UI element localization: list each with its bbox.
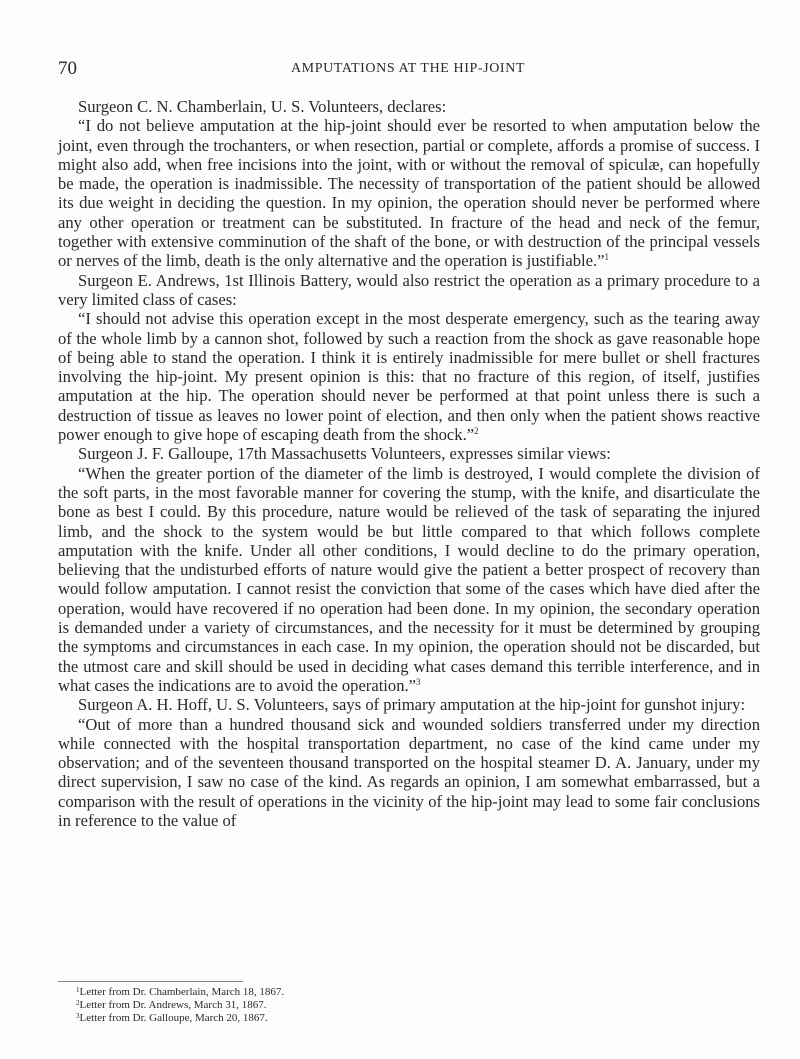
footnote [76,999,284,1012]
running-head: AMPUTATIONS AT THE HIP-JOINT [290,61,526,76]
paragraph [58,97,760,116]
page-header [58,58,758,80]
paragraph [58,309,760,444]
footnote-divider [58,981,243,982]
paragraph-text: Surgeon A. H. Hoff, U. S. Volunteers, says of primary amputation at the hip-joint for gunshot injury: [78,695,746,715]
paragraph-text: Surgeon E. Andrews, 1st Illinois Battery, would also restrict the operation as a primary procedure to a very limited class of cases: [58,270,760,309]
paragraph [58,695,760,714]
paragraph [58,271,760,310]
paragraph-text: “Out of more than a hundred thousand sick and wounded soldiers transferred under my direction while connected with the hospital transportation department, no case of the kind came under my observation; and of the seventeen thousand transported on the hospital steamer D. A. January, under my direct supervision, I saw no case of the kind. As regards an opinion, I am somewhat embarrassed, but a comparison with the result of operations in the vicinity of the hip-joint may lead to some fair conclusions in reference to the value of [58,714,760,830]
footnote-text: Letter from Dr. Andrews, March 31, 1867. [79,999,267,1011]
paragraph [58,116,760,270]
footnote-text: Letter from Dr. Chamberlain, March 18, 1867. [79,986,285,998]
paragraph-text: “When the greater portion of the diameter of the limb is destroyed, I would complete the division of the soft parts, in the most favorable manner for covering the stump, with the knife, and disarticulate the bone as best I could. By this procedure, nature would be relieved of the task of separating the injured limb, and the shock to the system would be but little compared to that which follows complete amputation with the knife. Under all other conditions, I would decline to do the primary operation, believing that the undisturbed efforts of nature would give the patient a better prospect of recovery than would follow amputation. I cannot resist the conviction that some of the cases which have died after the operation, would have recovered if no operation had been done. In my opinion, the secondary operation is demanded under a variety of circumstances, and the necessity for it must be determined by grouping the symptoms and circumstances in each case. In my opinion, the operation should not be discarded, but the utmost care and skill should be used in deciding what cases demand this terrible interference, and in what cases the indications are to avoid the operation.” [58,463,760,695]
paragraph [58,444,760,463]
footnote-mark: 3 [76,1012,80,1020]
footnote [76,1012,284,1025]
footnote-ref: 3 [416,676,421,687]
footnote [76,986,284,999]
footnote-ref: 1 [604,252,610,263]
footnote-ref: 2 [474,426,479,437]
paragraph [58,715,760,831]
paragraph-text: Surgeon C. N. Chamberlain, U. S. Volunteers, declares: [78,97,447,116]
footnote-text: Letter from Dr. Galloupe, March 20, 1867. [79,1012,268,1024]
footnotes [76,986,284,1025]
body-text [58,97,760,830]
paragraph [58,464,760,696]
paragraph-text: Surgeon J. F. Galloupe, 17th Massachusetts Volunteers, expresses similar views: [78,444,611,464]
footnote-mark: 2 [76,999,80,1007]
footnote-mark: 1 [76,986,80,994]
paragraph-text: “I should not advise this operation except in the most desperate emergency, such as the tearing away of the whole limb by a cannon shot, followed by such a reaction from the shock as gave reasonable hope of being able to stand the operation. I think it is entirely inadmissible for mere bullet or shell fractures involving the hip-joint. My present opinion is this: that no fracture of this region, of itself, justifies amputation at the hip. The operation should never be performed at that point unless there is such a destruction of tissue as leaves no lower point of election, and then only when the patient shows reactive power enough to give hope of escaping death from the shock.” [58,309,760,445]
paragraph-text: “I do not believe amputation at the hip-joint should ever be resorted to when amputation below the joint, even through the trochanters, or when resection, partial or complete, affords a promise of success. I might also add, when free incisions into the joint, with or without the removal of spiculæ, can hopefully be made, the operation is inadmissible. The necessity of transportation of the patient should be allowed its due weight in deciding the question. In my opinion, the operation should never be performed where any other operation or treatment can be substituted. In fracture of the head and neck of the femur, together with extensive comminution of the shaft of the bone, or with destruction of the principal vessels or nerves of the limb, death is the only alternative and the operation is justifiable.” [58,116,760,271]
page-number: 70 [58,58,77,79]
